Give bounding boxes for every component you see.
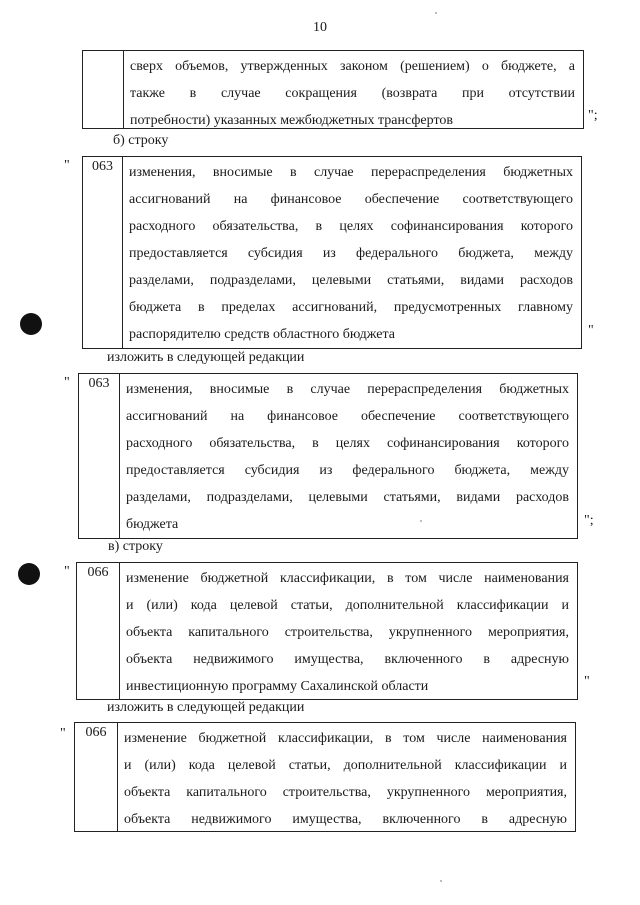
text-line: объекта недвижимого имущества, включенного в адресную — [126, 652, 569, 667]
text-line: расходного обязательства, в целях софинансирования которого — [126, 436, 569, 451]
punch-hole-icon — [20, 313, 42, 335]
text-line: объекта капитального строительства, укрупненного мероприятия, — [126, 625, 569, 640]
text-line: изменения, вносимые в случае перераспределения бюджетных — [129, 165, 573, 180]
scan-speck — [435, 12, 437, 14]
table-row-continuation — [82, 50, 584, 129]
text-line: также в случае сокращения (возврата при отсутствии — [130, 86, 575, 101]
code-cell-empty — [83, 51, 124, 128]
table-row-063-new — [78, 373, 578, 539]
text-line: бюджета в пределах ассигнований, предусмотренных главному — [129, 300, 573, 315]
text-line: предоставляется субсидия из федерального бюджета, между — [129, 246, 573, 261]
closing-quote-mark: " — [588, 323, 594, 338]
text-line: и (или) кода целевой статьи, дополнительной классификации и — [124, 758, 567, 773]
row-text — [120, 563, 577, 699]
row-text — [118, 723, 575, 831]
opening-quote-mark: " — [64, 375, 70, 390]
text-line: изменение бюджетной классификации, в том числе наименования — [124, 731, 567, 746]
instruction-label-v: в) строку — [108, 539, 163, 554]
text-line: разделами, подразделами, целевыми статьями, видами расходов — [126, 490, 569, 505]
text-line: инвестиционную программу Сахалинской области — [126, 679, 429, 694]
text-line: и (или) кода целевой статьи, дополнительной классификации и — [126, 598, 569, 613]
text-line: изменения, вносимые в случае перераспределения бюджетных — [126, 382, 569, 397]
instruction-label-edit: изложить в следующей редакции — [107, 700, 305, 715]
closing-quote-mark: " — [584, 674, 590, 689]
text-line: расходного обязательства, в целях софинансирования которого — [129, 219, 573, 234]
text-line: предоставляется субсидия из федерального бюджета, между — [126, 463, 569, 478]
instruction-label-edit: изложить в следующей редакции — [107, 350, 305, 365]
table-row-066-new — [74, 722, 576, 832]
code-cell: 063 — [79, 374, 120, 538]
text-line: ассигнований на финансовое обеспечение соответствующего — [126, 409, 569, 424]
instruction-label-b: б) строку — [113, 133, 169, 148]
text-line: потребности) указанных межбюджетных трансфертов — [130, 113, 453, 128]
text-line: изменение бюджетной классификации, в том числе наименования — [126, 571, 569, 586]
closing-quote-mark: "; — [584, 513, 594, 528]
page-number: 10 — [313, 20, 327, 35]
table-row-066-old — [76, 562, 578, 700]
code-cell: 066 — [77, 563, 120, 699]
text-line: объекта недвижимого имущества, включенного в адресную — [124, 812, 567, 827]
punch-hole-icon — [18, 563, 40, 585]
code-cell: 063 — [83, 157, 123, 348]
scan-speck — [440, 880, 442, 882]
text-line: разделами, подразделами, целевыми статьями, видами расходов — [129, 273, 573, 288]
text-line: объекта капитального строительства, укрупненного мероприятия, — [124, 785, 567, 800]
row-text — [120, 374, 577, 538]
text-line: ассигнований на финансовое обеспечение соответствующего — [129, 192, 573, 207]
text-line: распорядителю средств областного бюджета — [129, 327, 395, 342]
code-cell: 066 — [75, 723, 118, 831]
opening-quote-mark: " — [64, 158, 70, 173]
text-line: сверх объемов, утвержденных законом (решением) о бюджете, а — [130, 59, 575, 74]
closing-quote-mark: "; — [588, 108, 598, 123]
opening-quote-mark: " — [60, 726, 66, 741]
row-text — [124, 51, 583, 128]
row-text — [123, 157, 581, 348]
opening-quote-mark: " — [64, 564, 70, 579]
text-line: бюджета — [126, 517, 179, 532]
table-row-063-old — [82, 156, 582, 349]
